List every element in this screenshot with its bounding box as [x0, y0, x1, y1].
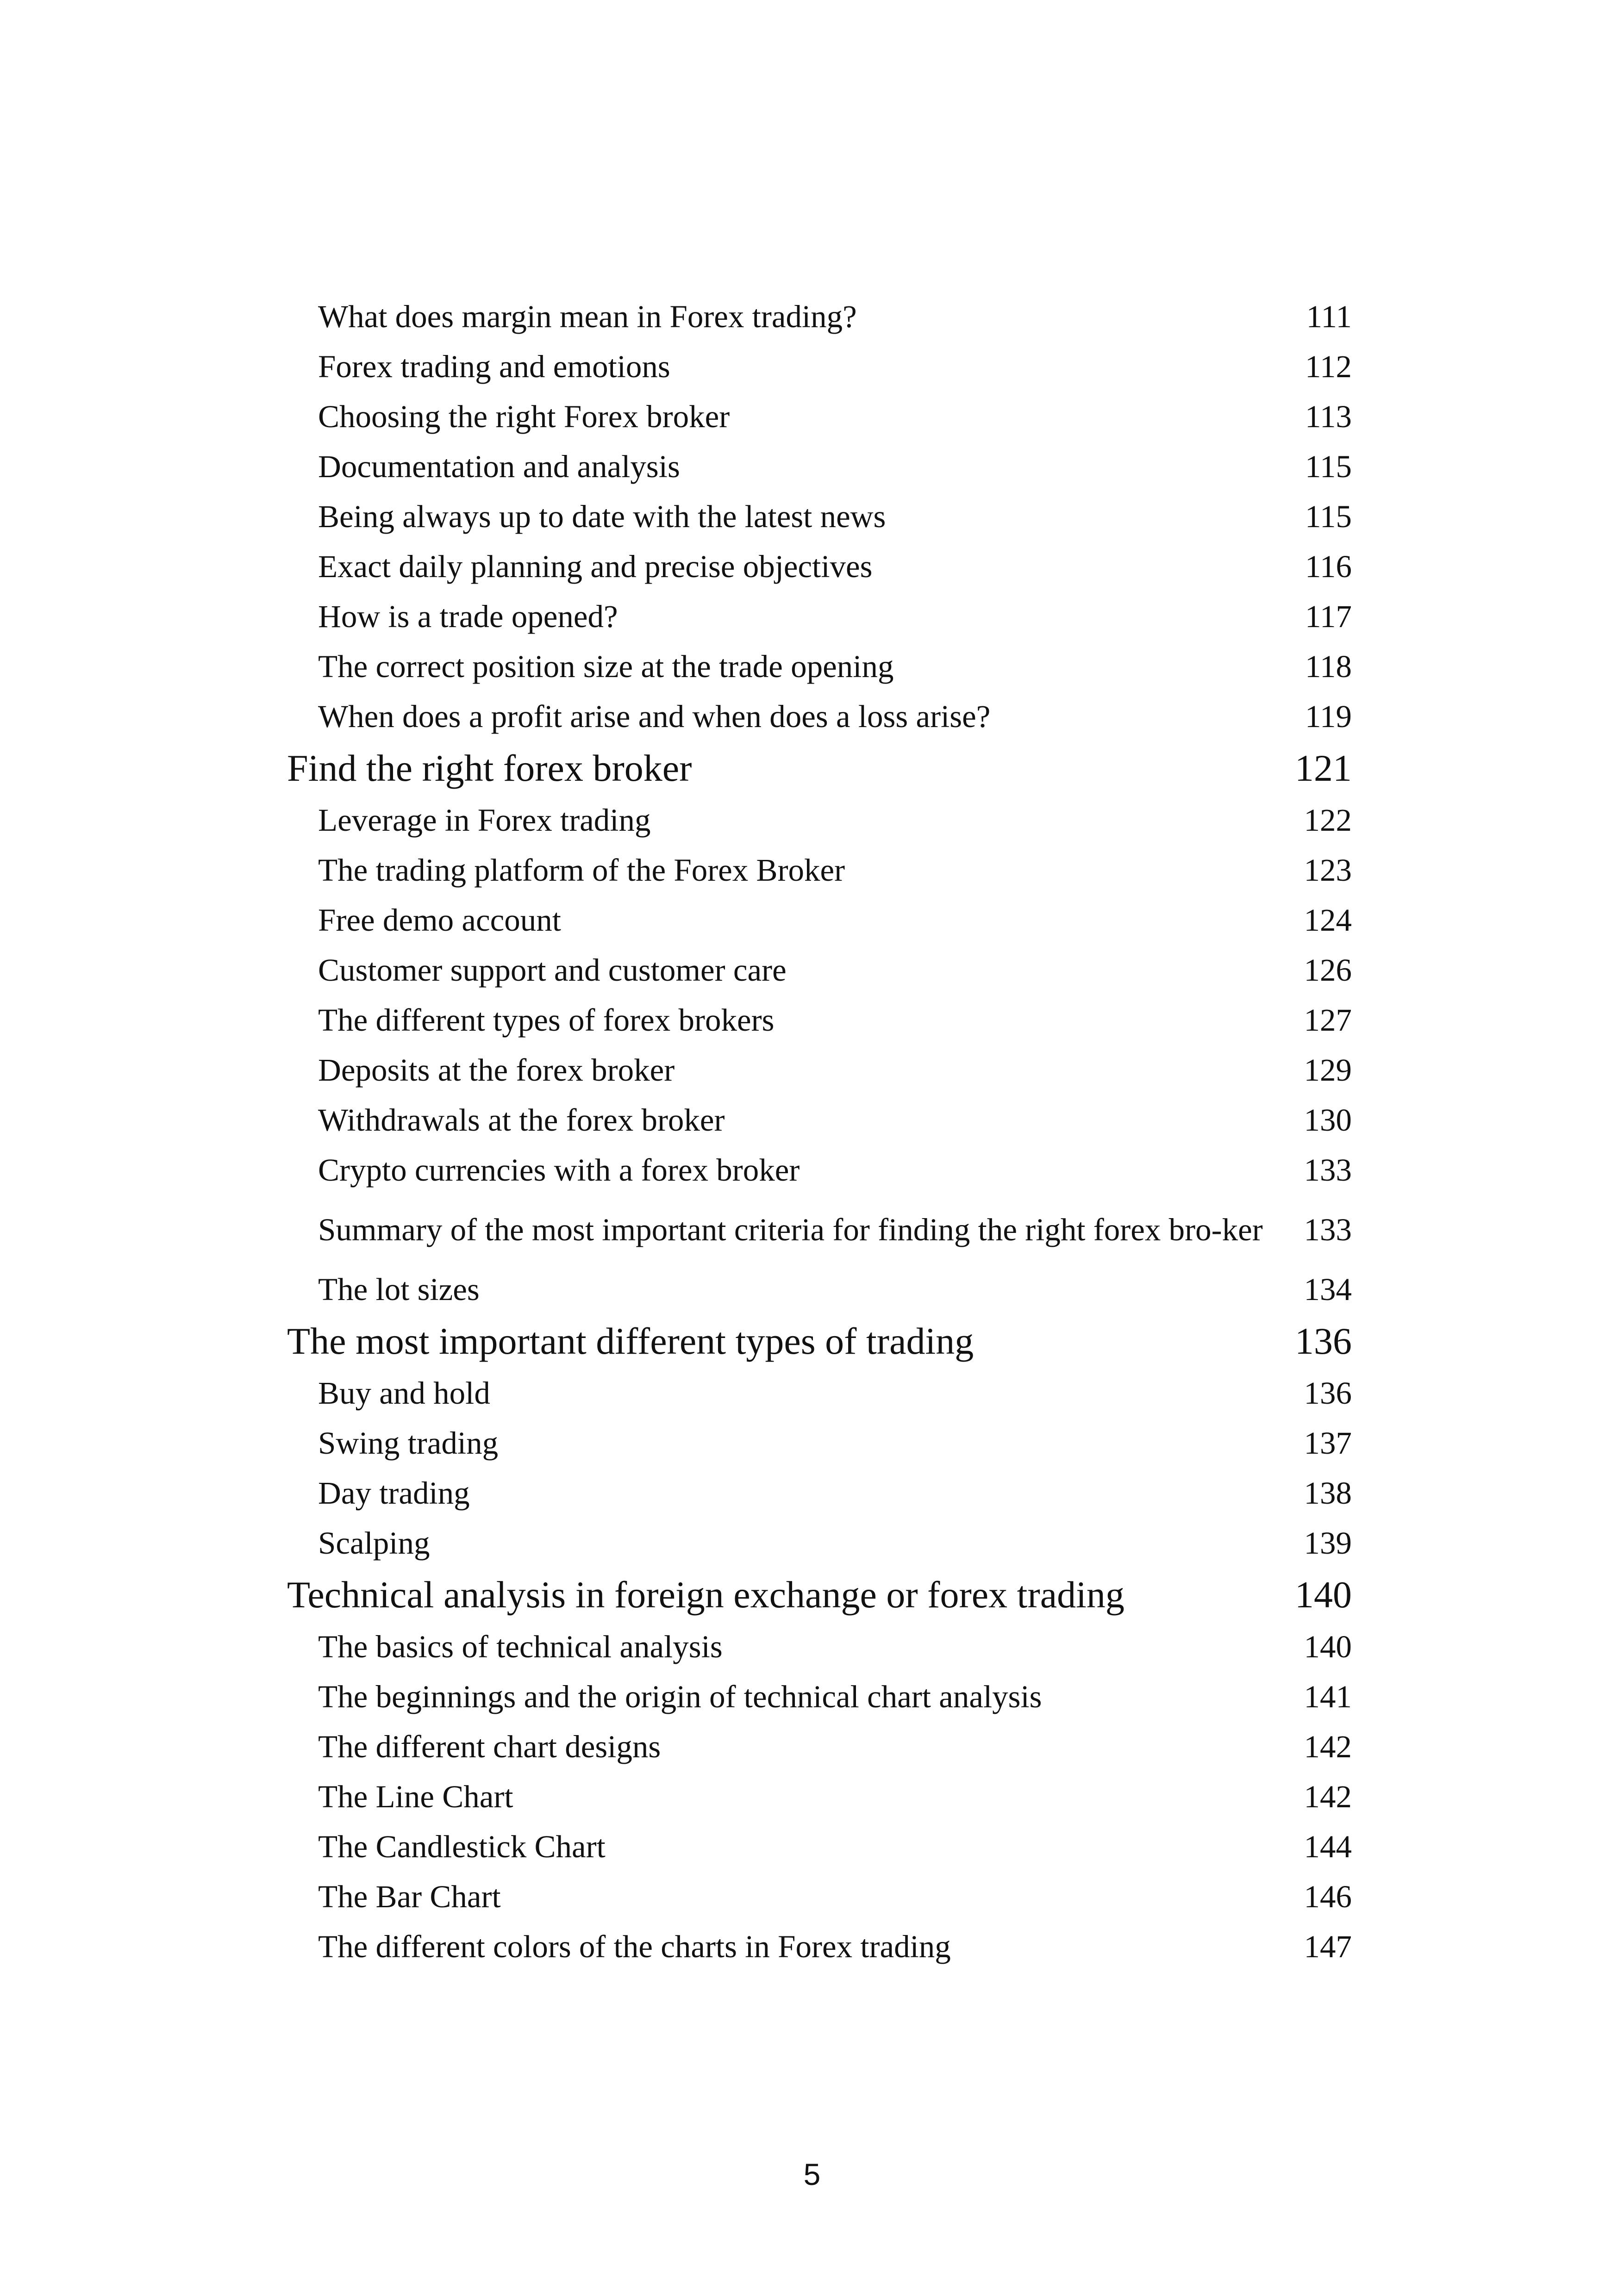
page-number: 5 — [803, 2157, 821, 2191]
toc-entry[interactable] — [287, 1922, 1352, 1972]
toc-entry-title: The correct position size at the trade opening — [318, 648, 894, 684]
toc-entry-page: 123 — [1304, 852, 1352, 888]
toc-entry-title: The Line Chart — [318, 1779, 513, 1814]
toc-entry-page: 111 — [1306, 299, 1352, 334]
toc-entry-title: The Candlestick Chart — [318, 1829, 606, 1864]
toc-chapter[interactable] — [287, 1568, 1352, 1622]
toc-entry[interactable] — [287, 995, 1352, 1045]
toc-entry[interactable] — [287, 945, 1352, 995]
toc-entry[interactable] — [287, 1772, 1352, 1822]
toc-entry-page: 115 — [1305, 498, 1352, 534]
toc-entry-title: Withdrawals at the forex broker — [318, 1102, 725, 1138]
toc-entry[interactable] — [287, 492, 1352, 541]
toc-entry-page: 129 — [1304, 1052, 1352, 1088]
toc-entry-page: 142 — [1304, 1729, 1352, 1764]
toc-entry-title: Leverage in Forex trading — [318, 802, 651, 838]
toc-entry[interactable] — [287, 1145, 1352, 1195]
toc-entry[interactable] — [287, 1822, 1352, 1872]
toc-entry-title: The Bar Chart — [318, 1879, 501, 1914]
toc-entry-title: The trading platform of the Forex Broker — [318, 852, 845, 888]
toc-entry-page: 119 — [1305, 698, 1352, 734]
toc-entry-page: 117 — [1305, 598, 1352, 634]
toc-entry-page: 112 — [1305, 348, 1352, 384]
toc-entry[interactable] — [287, 691, 1352, 741]
toc-entry-title: Scalping — [318, 1525, 430, 1561]
toc-entry-page: 144 — [1304, 1829, 1352, 1864]
toc-entry-title: The different types of forex brokers — [318, 1002, 775, 1038]
toc-entry-page: 113 — [1305, 398, 1352, 434]
toc-entry-page: 134 — [1304, 1271, 1352, 1307]
toc-entry-page: 115 — [1305, 448, 1352, 484]
toc-entry-title: The beginnings and the origin of technical chart analysis — [318, 1679, 1042, 1714]
toc-entry-page: 118 — [1305, 648, 1352, 684]
toc-chapter-title: The most important different types of trading — [287, 1319, 974, 1362]
toc-chapter-title: Find the right forex broker — [287, 747, 692, 789]
toc-entry-title: The different colors of the charts in Forex trading — [318, 1929, 951, 1964]
toc-entry-page: 137 — [1304, 1425, 1352, 1461]
toc-entry[interactable] — [287, 392, 1352, 442]
toc-entry-page: 133 — [1304, 1152, 1352, 1188]
toc-entry-title: Forex trading and emotions — [318, 348, 670, 384]
toc-entry-title: The different chart designs — [318, 1729, 661, 1764]
toc-entry-title: Exact daily planning and precise objectives — [318, 548, 873, 584]
toc-chapter-page: 140 — [1295, 1573, 1352, 1616]
toc-chapter-page: 121 — [1295, 747, 1352, 789]
toc-entry[interactable] — [287, 1622, 1352, 1672]
toc-entry[interactable] — [287, 1418, 1352, 1468]
toc-entry[interactable] — [287, 1672, 1352, 1722]
toc-entry[interactable] — [287, 1872, 1352, 1922]
toc-entry-page: 141 — [1304, 1679, 1352, 1714]
toc-entry[interactable] — [287, 1368, 1352, 1418]
toc-entry-page: 122 — [1304, 802, 1352, 838]
toc-chapter-title: Technical analysis in foreign exchange or forex trading — [287, 1573, 1124, 1616]
toc-entry[interactable] — [287, 1722, 1352, 1772]
toc-entry-title: Free demo account — [318, 902, 561, 938]
toc-entry-page: 133 — [1304, 1212, 1352, 1247]
toc-entry[interactable] — [287, 1195, 1352, 1264]
toc-entry-page: 136 — [1304, 1375, 1352, 1411]
toc-entry-page: 147 — [1304, 1929, 1352, 1964]
toc-entry-page: 127 — [1304, 1002, 1352, 1038]
toc-entry-page: 140 — [1304, 1629, 1352, 1664]
toc-entry[interactable] — [287, 795, 1352, 845]
toc-entry[interactable] — [287, 342, 1352, 392]
toc-entry-page: 126 — [1304, 952, 1352, 988]
toc-entry-title: When does a profit arise and when does a loss arise? — [318, 698, 991, 734]
toc-entry-page: 142 — [1304, 1779, 1352, 1814]
toc-entry[interactable] — [287, 1095, 1352, 1145]
toc-chapter-page: 136 — [1295, 1319, 1352, 1362]
toc-entry-page: 130 — [1304, 1102, 1352, 1138]
toc-entry-title: Summary of the most important criteria for finding the right forex bro-ker — [318, 1212, 1263, 1247]
toc-entry[interactable] — [287, 1468, 1352, 1518]
table-of-contents — [287, 292, 1352, 1972]
toc-entry-title: Crypto currencies with a forex broker — [318, 1152, 800, 1188]
toc-entry-title: Deposits at the forex broker — [318, 1052, 675, 1088]
toc-chapter[interactable] — [287, 1314, 1352, 1368]
toc-entry[interactable] — [287, 292, 1352, 342]
toc-entry-title: Customer support and customer care — [318, 952, 787, 988]
toc-entry-page: 124 — [1304, 902, 1352, 938]
toc-entry-title: Documentation and analysis — [318, 448, 680, 484]
toc-entry[interactable] — [287, 895, 1352, 945]
toc-entry-title: The basics of technical analysis — [318, 1629, 723, 1664]
toc-entry[interactable] — [287, 591, 1352, 641]
toc-entry[interactable] — [287, 1045, 1352, 1095]
toc-entry-title: Buy and hold — [318, 1375, 490, 1411]
toc-entry-title: Swing trading — [318, 1425, 499, 1461]
toc-entry-title: Choosing the right Forex broker — [318, 398, 730, 434]
toc-entry[interactable] — [287, 1518, 1352, 1568]
toc-entry-title: The lot sizes — [318, 1271, 480, 1307]
toc-entry[interactable] — [287, 641, 1352, 691]
toc-entry-title: Being always up to date with the latest news — [318, 498, 886, 534]
toc-chapter[interactable] — [287, 741, 1352, 795]
toc-entry-title: Day trading — [318, 1475, 470, 1511]
toc-entry[interactable] — [287, 442, 1352, 492]
toc-entry[interactable] — [287, 1264, 1352, 1314]
toc-entry-page: 116 — [1305, 548, 1352, 584]
toc-entry-title: What does margin mean in Forex trading? — [318, 299, 857, 334]
toc-entry-title: How is a trade opened? — [318, 598, 618, 634]
toc-entry[interactable] — [287, 845, 1352, 895]
toc-entry-page: 146 — [1304, 1879, 1352, 1914]
toc-entry[interactable] — [287, 541, 1352, 591]
toc-entry-page: 139 — [1304, 1525, 1352, 1561]
toc-entry-page: 138 — [1304, 1475, 1352, 1511]
